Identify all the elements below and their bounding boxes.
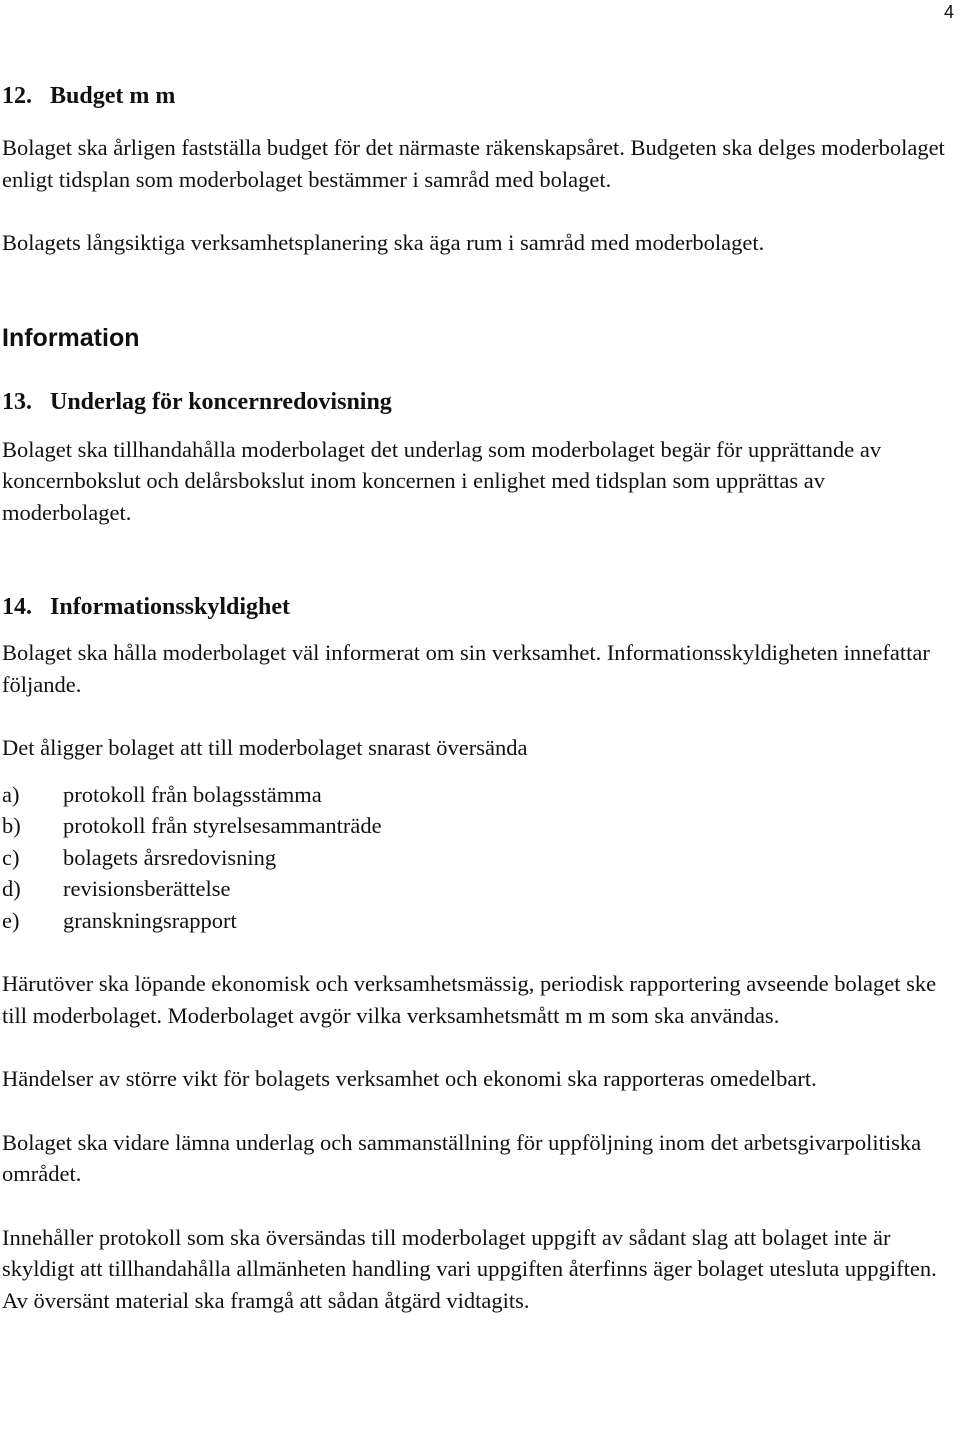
section-13-paragraph: Bolaget ska tillhandahålla moderbolaget det underlag som moderbolaget begär för upprättande av koncernbokslut och delårsbokslut inom koncernen i enlighet med tidsplan som upprättas av moderbolaget. — [2, 436, 882, 525]
section-14-paragraph-3: Bolaget ska vidare lämna underlag och sammanställning för uppföljning inom det arbetsgivarpolitiska området. — [2, 1129, 922, 1186]
section-12-heading — [2, 80, 958, 112]
list-item-text: granskningsrapport — [63, 907, 237, 933]
section-13-heading — [2, 386, 958, 418]
section-14-paragraph-4: Innehåller protokoll som ska översändas till moderbolaget uppgift av sådant slag att bolaget inte är skyldigt att tillhandahålla allmänheten handling vari uppgiften återfinns äger bolaget utesluta uppgiften. Av översänt material ska framgå att sådan åtgärd vidtagits. — [2, 1224, 937, 1313]
list-item — [2, 905, 958, 937]
section-14-number: 14. — [2, 594, 32, 620]
document-list — [2, 779, 958, 937]
section-12-paragraph-2: Bolagets långsiktiga verksamhetsplanering ska äga rum i samråd med moderbolaget. — [2, 230, 765, 255]
list-item — [2, 810, 958, 842]
list-item-text: revisionsberättelse — [63, 876, 231, 901]
list-item-text: protokoll från bolagsstämma — [63, 781, 322, 807]
list-item-text: protokoll från styrelsesammanträde — [63, 813, 382, 838]
list-item — [2, 842, 958, 874]
section-14-title: Informationsskyldighet — [50, 594, 291, 620]
list-marker: d) — [2, 876, 21, 901]
information-heading: Information — [2, 323, 140, 352]
list-item — [2, 779, 958, 811]
section-14-intro: Bolaget ska hålla moderbolaget väl informerat om sin verksamhet. Informationsskyldigheten innefattar följande. — [2, 640, 930, 697]
section-14-paragraph-2: Händelser av större vikt för bolagets verksamhet och ekonomi ska rapporteras omedelbart. — [2, 1066, 817, 1091]
section-14-heading — [2, 591, 958, 623]
list-marker: c) — [2, 844, 20, 870]
list-marker: e) — [2, 907, 20, 933]
section-12-title: Budget m m — [50, 83, 176, 109]
page-number: 4 — [943, 2, 954, 22]
section-13-number: 13. — [2, 388, 32, 415]
section-12-paragraph-1: Bolaget ska årligen fastställa budget för det närmaste räkenskapsåret. Budgeten ska delges moderbolaget enligt tidsplan som moderbolaget bestämmer i samråd med bolaget. — [2, 135, 945, 192]
document-body — [2, 80, 958, 1316]
list-item — [2, 873, 958, 905]
list-marker: a) — [2, 781, 20, 807]
list-marker: b) — [2, 813, 21, 838]
section-12-number: 12. — [2, 83, 32, 109]
list-item-text: bolagets årsredovisning — [63, 844, 277, 870]
section-14-paragraph-1: Härutöver ska löpande ekonomisk och verksamhetsmässig, periodisk rapportering avseende bolaget ske till moderbolaget. Moderbolaget avgör vilka verksamhetsmått m m som ska användas. — [2, 971, 937, 1028]
section-14-list-intro: Det åligger bolaget att till moderbolaget snarast översända — [2, 735, 528, 760]
section-13-title: Underlag för koncernredovisning — [50, 388, 392, 415]
